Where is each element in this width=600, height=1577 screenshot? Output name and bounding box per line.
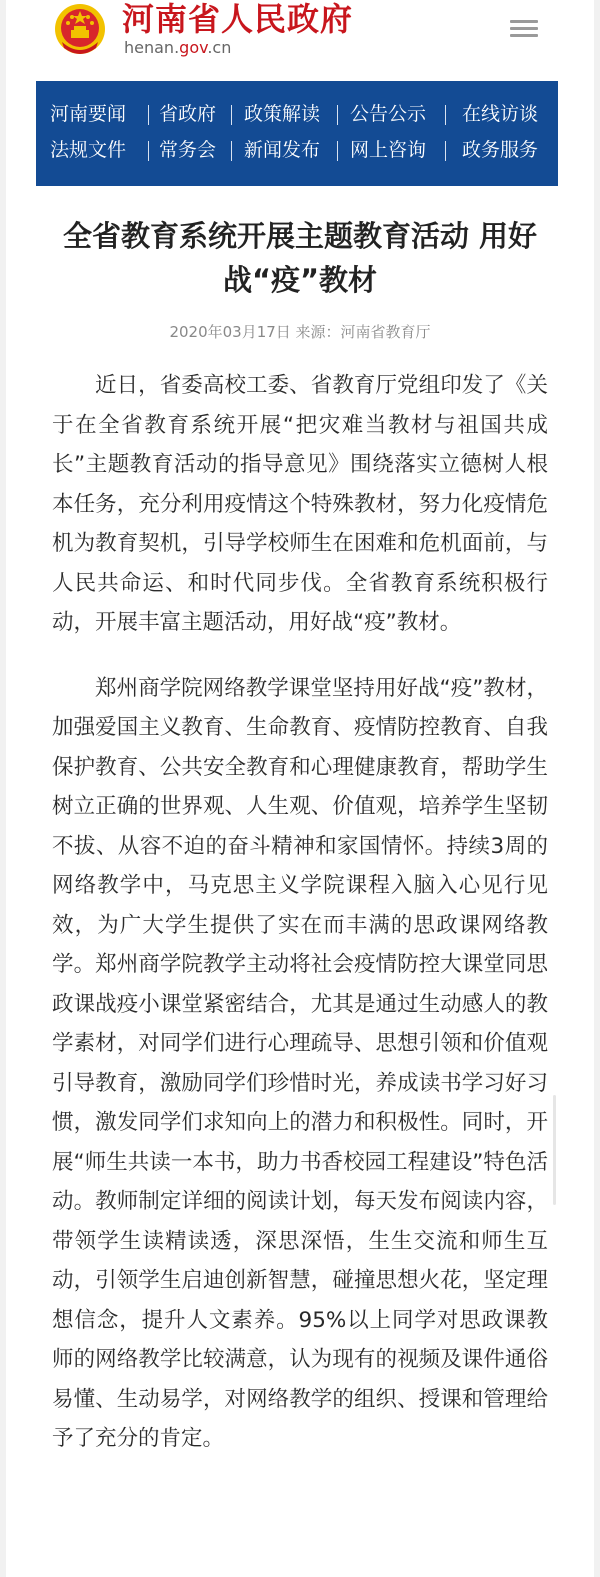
- nav-item-press-release[interactable]: 新闻发布: [244, 139, 321, 161]
- nav-divider: [231, 105, 232, 125]
- site-name[interactable]: 河南省人民政府: [122, 0, 354, 38]
- nav-divider: [337, 141, 338, 161]
- nav-row-2: [36, 133, 558, 167]
- nav-divider: [445, 141, 446, 161]
- page-frame-right: [594, 0, 600, 1577]
- article-title: 全省教育系统开展主题教育活动 用好战“疫”教材: [62, 219, 538, 297]
- nav-divider: [148, 141, 149, 161]
- article-meta: 2020年03月17日 来源：河南省教育厅: [169, 323, 431, 341]
- national-emblem-icon[interactable]: [52, 2, 108, 58]
- nav-item-regulations[interactable]: 法规文件: [50, 139, 127, 161]
- nav-item-online-interview[interactable]: 在线访谈: [462, 103, 539, 125]
- site-header: [52, 0, 552, 70]
- hamburger-menu-icon[interactable]: [510, 20, 538, 42]
- scrollbar[interactable]: [553, 1095, 556, 1205]
- article-paragraph: 近日，省委高校工委、省教育厅党组印发了《关于在全省教育系统开展“把灾难当教材与祖国共成长”主题教育活动的指导意见》围绕落实立德树人根本任务，充分利用疫情这个特殊教材，努力化疫情危机为教育契机，引导学校师生在困难和危机面前，与人民共命运、和时代同步伐。全省教育系统积极行动，开展丰富主题活动，用好战“疫”教材。: [52, 373, 548, 635]
- page-frame-left: [0, 0, 6, 1577]
- nav-divider: [231, 141, 232, 161]
- nav-item-executive-meeting[interactable]: 常务会: [159, 139, 217, 161]
- article-paragraph: 郑州商学院网络教学课堂坚持用好战“疫”教材，加强爱国主义教育、生命教育、疫情防控教育、自我保护教育、公共安全教育和心理健康教育，帮助学生树立正确的世界观、人生观、价值观，培养学生坚韧不拔、从容不迫的奋斗精神和家国情怀。持续3周的网络教学中，马克思主义学院课程入脑入心见行见效，为广大学生提供了实在而丰满的思政课网络教学。郑州商学院教学主动将社会疫情防控大课堂同思政课战疫小课堂紧密结合，尤其是通过生动感人的教学素材，对同学们进行心理疏导、思想引领和价值观引导教育，激励同学们珍惜时光，养成读书学习好习惯，激发同学们求知向上的潜力和积极性。同时，开展“师生共读一本书，助力书香校园工程建设”特色活动。教师制定详细的阅读计划，每天发布阅读内容，带领学生读精读透，深思深悟，生生交流和师生互动，引领学生启迪创新智慧，碰撞思想火花，坚定理想信念，提升人文素养。95%以上同学对思政课教师的网络教学比较满意，认为现有的视频及课件通俗易懂、生动易学，对网络教学的组织、授课和管理给予了充分的肯定。: [52, 675, 548, 1451]
- nav-item-gov-services[interactable]: 政务服务: [462, 139, 539, 161]
- main-nav: [36, 81, 558, 186]
- nav-item-online-consultation[interactable]: 网上咨询: [350, 139, 427, 161]
- article-body: [52, 366, 548, 1485]
- nav-divider: [337, 105, 338, 125]
- nav-divider: [148, 105, 149, 125]
- site-domain: [124, 38, 231, 58]
- nav-row-1: [36, 97, 558, 131]
- nav-item-henan-news[interactable]: 河南要闻: [50, 103, 127, 125]
- nav-item-announcements[interactable]: 公告公示: [350, 103, 427, 125]
- domain-prefix: henan.: [124, 38, 180, 57]
- nav-item-policy-interpretation[interactable]: 政策解读: [244, 103, 321, 125]
- domain-gov: gov: [179, 38, 208, 57]
- nav-divider: [445, 105, 446, 125]
- domain-suffix: .cn: [207, 38, 232, 57]
- nav-item-provincial-gov[interactable]: 省政府: [159, 103, 217, 125]
